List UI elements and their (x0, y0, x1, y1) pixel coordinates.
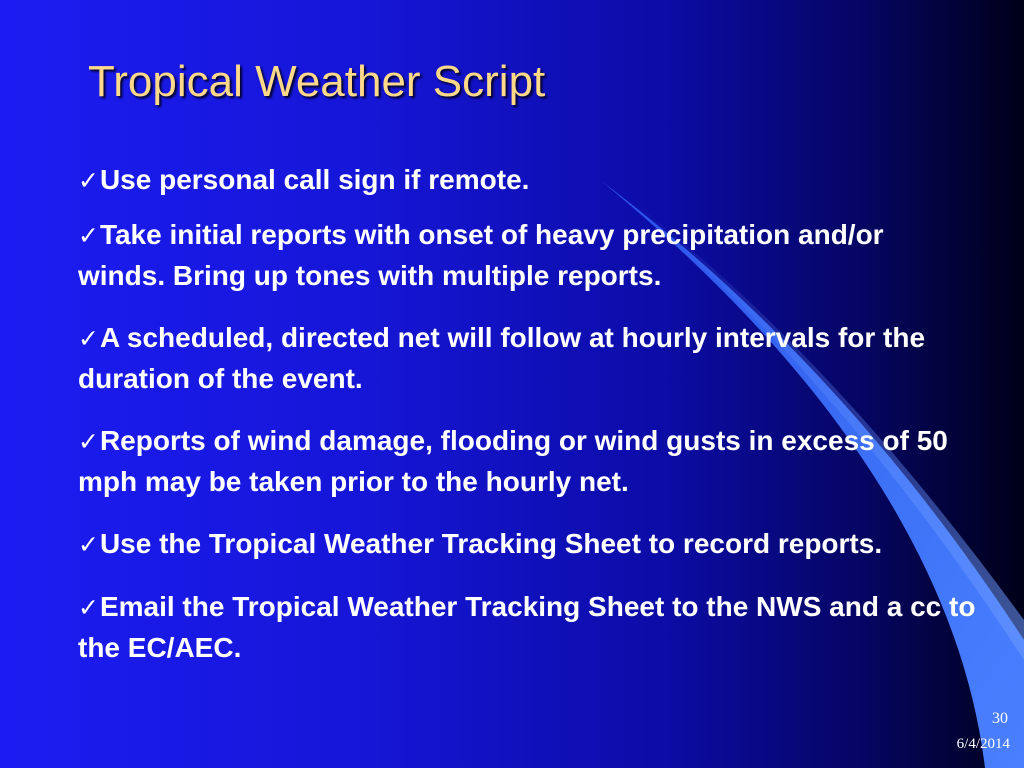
bullet-text: Use the Tropical Weather Tracking Sheet to record reports. (99, 528, 883, 559)
bullet-item (78, 587, 978, 668)
slide-number: 30 (992, 710, 1008, 727)
bullet-text: Reports of wind damage, flooding or wind gusts in excess of 50 mph may be taken prior to the hourly net. (78, 425, 948, 497)
bullet-text: Take initial reports with onset of heavy precipitation and/or winds. Bring up tones with multiple reports. (78, 219, 884, 291)
bullet-item (78, 421, 978, 502)
bullet-item (78, 318, 978, 399)
bullet-text: Use personal call sign if remote. (99, 164, 530, 195)
bullet-item (78, 160, 978, 201)
bullet-item (78, 524, 978, 565)
bullet-text: A scheduled, directed net will follow at hourly intervals for the duration of the event. (78, 322, 926, 394)
checkmark-icon: ✓ (78, 221, 99, 250)
checkmark-icon: ✓ (78, 166, 99, 195)
checkmark-icon: ✓ (78, 324, 99, 353)
bullet-item (78, 215, 978, 296)
checkmark-icon: ✓ (78, 427, 99, 456)
bullet-list (78, 160, 978, 690)
checkmark-icon: ✓ (78, 530, 99, 559)
slide-date: 6/4/2014 (956, 736, 1010, 752)
checkmark-icon: ✓ (78, 593, 99, 622)
slide-title: Tropical Weather Script (88, 57, 546, 106)
bullet-text: Email the Tropical Weather Tracking Sheet to the NWS and a cc to the EC/AEC. (78, 591, 976, 663)
